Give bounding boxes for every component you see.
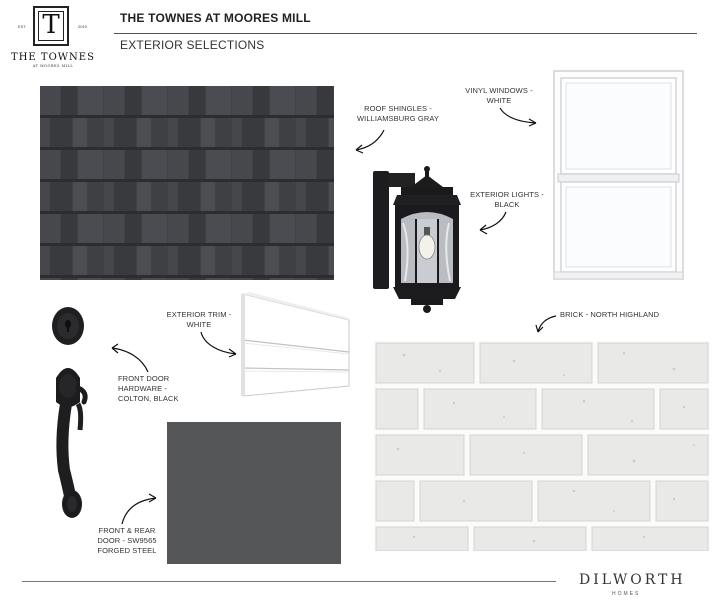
handleset-drawing (40, 300, 110, 522)
trim-label-line2: WHITE (186, 320, 212, 329)
door-label-line3: FORGED STEEL (97, 546, 157, 555)
brand-logo: DILWORTH (579, 572, 686, 588)
roof-shingles-swatch (40, 86, 334, 280)
logo-year-right: 2019 (78, 24, 87, 29)
brick-texture (374, 341, 710, 551)
footer-divider (22, 581, 556, 582)
trim-drawing (239, 290, 350, 400)
vinyl-window-swatch (553, 70, 684, 280)
window-drawing (553, 70, 684, 280)
windows-arrow (498, 106, 542, 128)
windows-label (462, 86, 536, 106)
windows-label-line1: VINYL WINDOWS - (465, 86, 533, 95)
header-divider (114, 33, 697, 34)
logo-letter: T (42, 10, 60, 40)
brick-label: BRICK - NORTH HIGHLAND (560, 310, 660, 319)
brand-subtitle: HOMES (612, 591, 641, 597)
logo-year-left: EST. (18, 24, 27, 29)
door-hardware-swatch (40, 300, 110, 522)
door-paint-swatch (167, 422, 341, 564)
brick-swatch (374, 341, 710, 551)
lights-label-line2: BLACK (494, 200, 520, 209)
exterior-light-swatch (371, 165, 473, 315)
hardware-label-line2: HARDWARE - (118, 384, 168, 393)
lights-arrow (476, 210, 516, 236)
trim-label (163, 310, 235, 330)
hardware-label (118, 374, 179, 404)
trim-arrow (198, 330, 242, 360)
page-subtitle: EXTERIOR SELECTIONS (120, 38, 265, 52)
brick-arrow (530, 314, 560, 336)
lantern-drawing (371, 165, 473, 315)
hardware-label-line3: COLTON, BLACK (118, 394, 179, 403)
door-label-line2: DOOR - SW9565 (97, 536, 157, 545)
hardware-arrow (106, 340, 154, 376)
roof-label (344, 104, 452, 124)
shingle-texture (40, 86, 334, 280)
lights-label-line1: EXTERIOR LIGHTS - (470, 190, 544, 199)
logo-mark (33, 6, 69, 46)
roof-arrow (350, 128, 390, 158)
logo-name: THE TOWNES (11, 52, 95, 63)
door-label (88, 526, 166, 556)
door-arrow (118, 490, 162, 528)
roof-label-line1: ROOF SHINGLES - (364, 104, 432, 113)
hardware-label-line1: FRONT DOOR (118, 374, 170, 383)
roof-label-line2: WILLIAMSBURG GRAY (357, 114, 439, 123)
trim-label-line1: EXTERIOR TRIM - (166, 310, 232, 319)
exterior-trim-swatch (239, 290, 350, 400)
lights-label (466, 190, 548, 210)
page-title: THE TOWNES AT MOORES MILL (120, 11, 311, 25)
logo-tagline: AT MOORES MILL (32, 64, 74, 68)
door-label-line1: FRONT & REAR (98, 526, 156, 535)
windows-label-line2: WHITE (486, 96, 512, 105)
